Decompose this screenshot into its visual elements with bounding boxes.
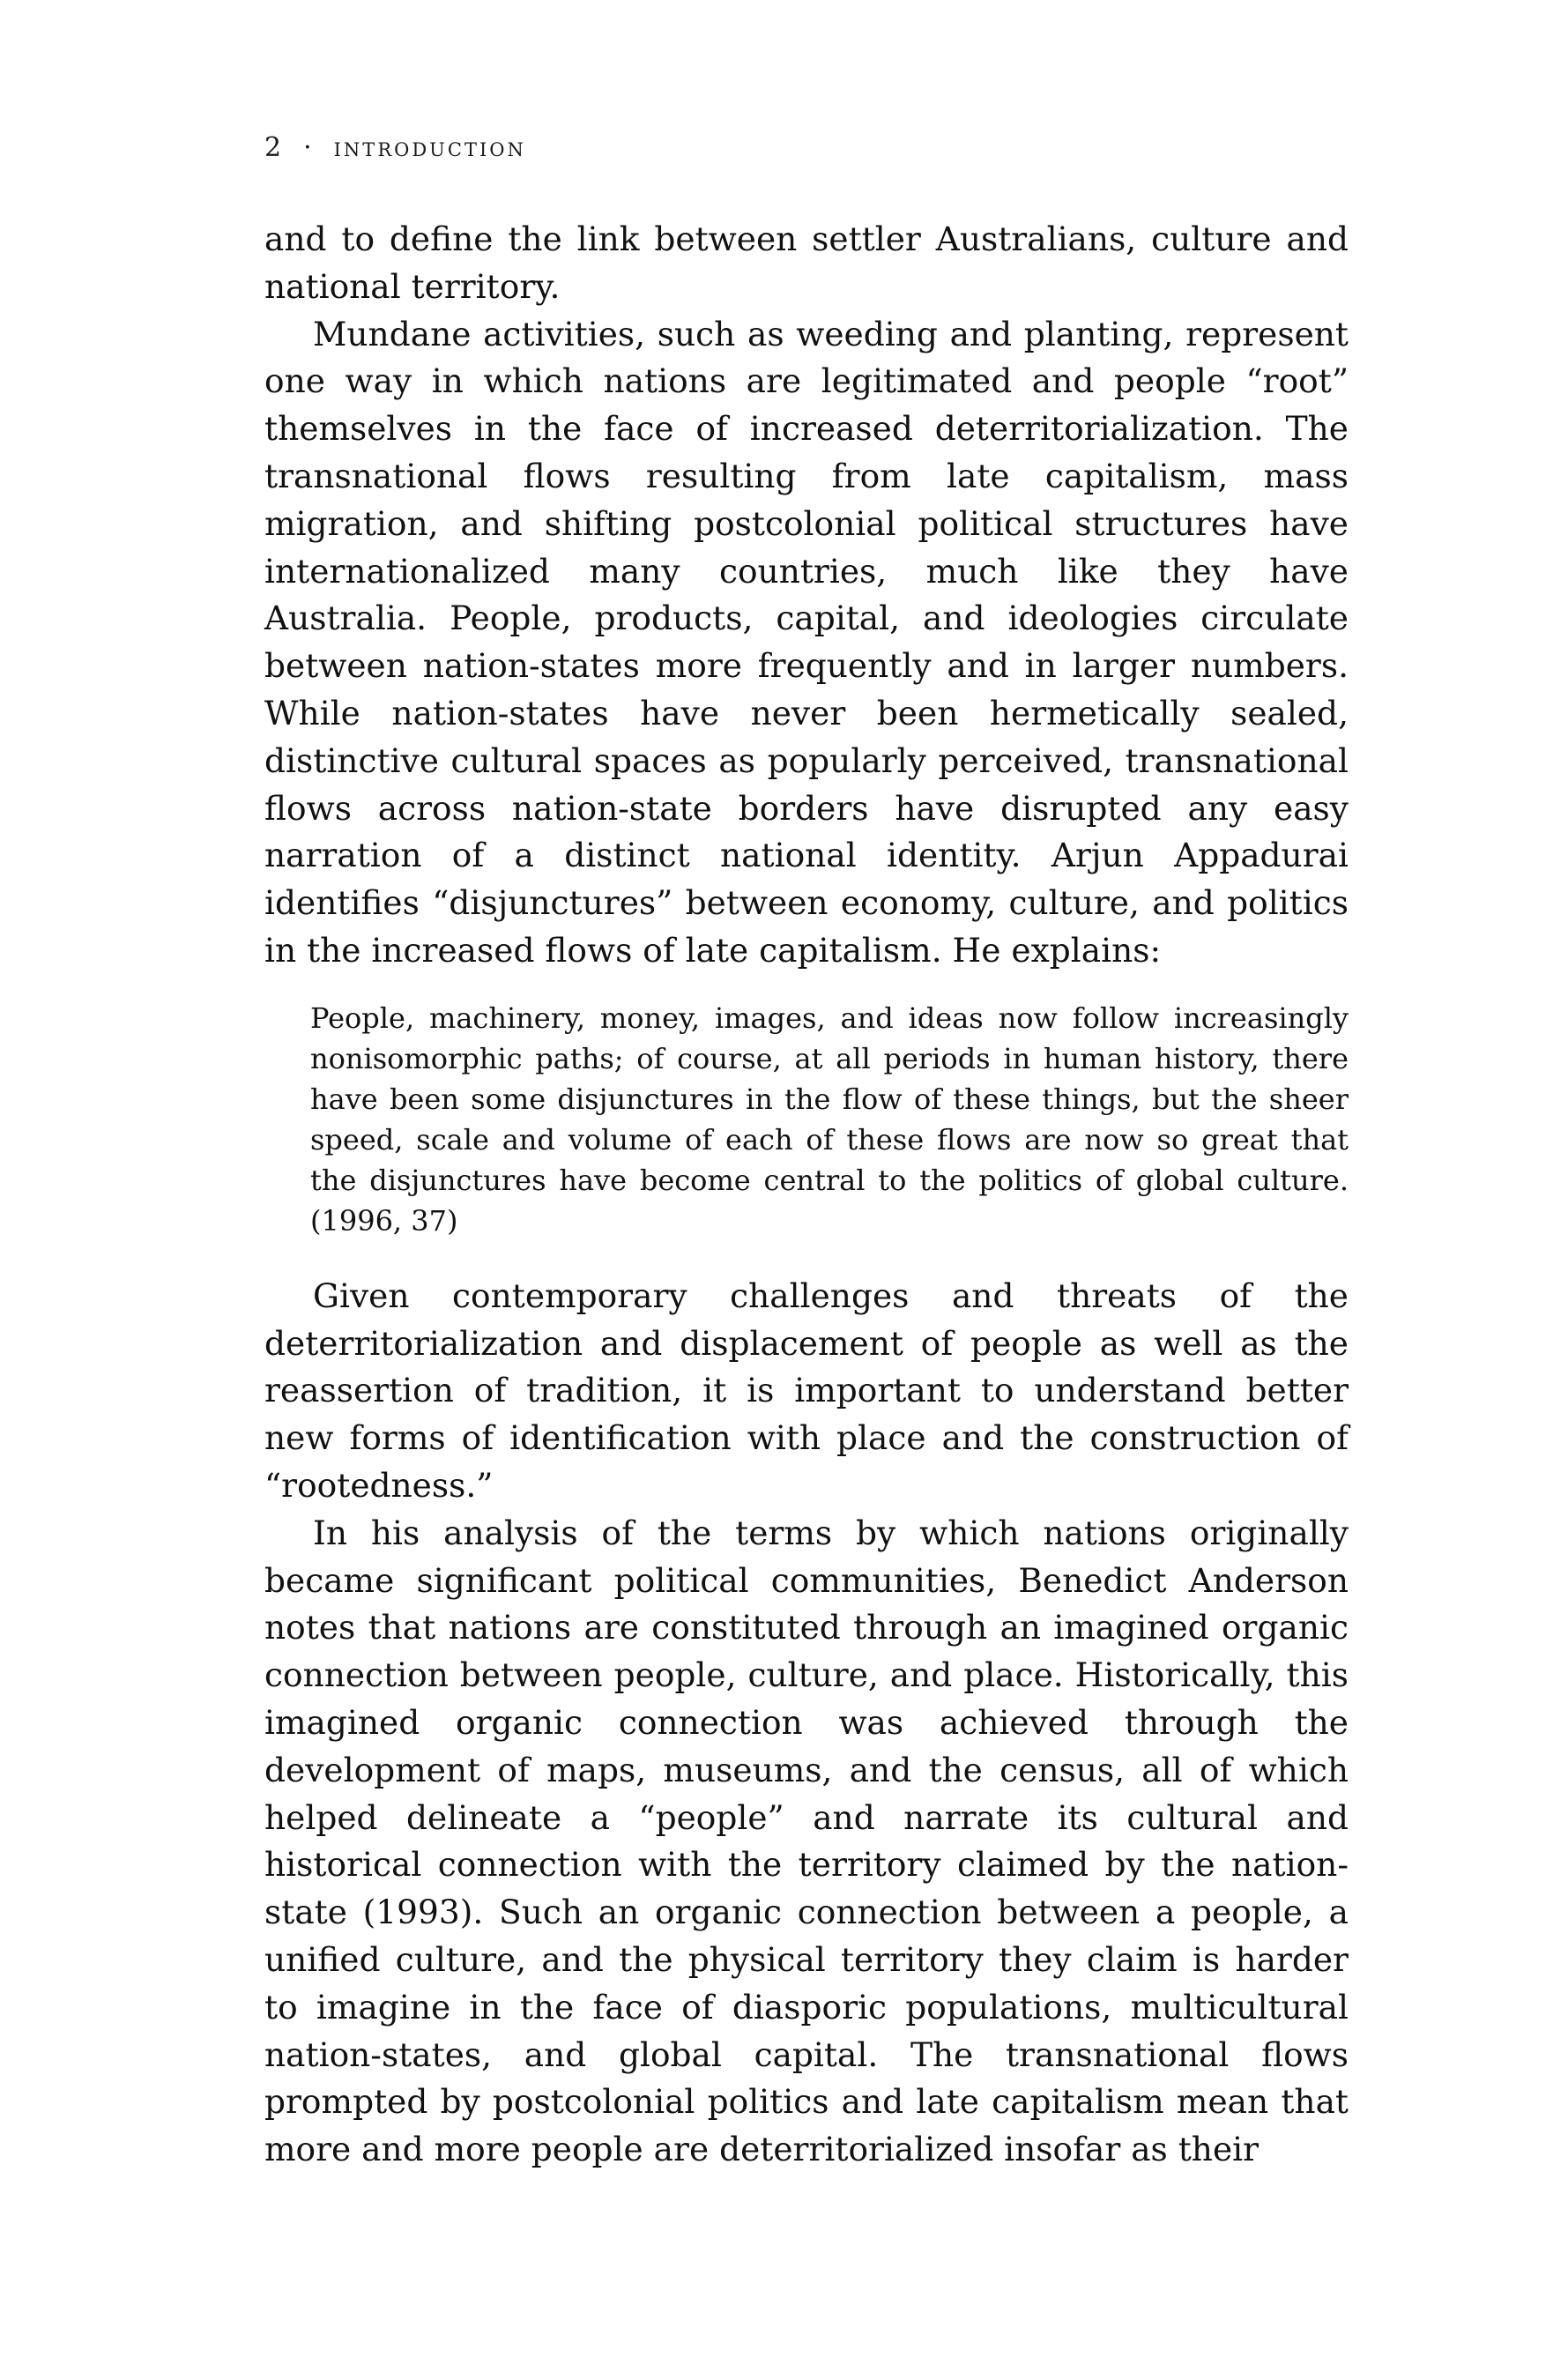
paragraph-contemporary-challenges: Given contemporary challenges and threats of the deterritorialization and displacement of people as well as the reassertion of tradition, it is important to understand better new forms of identification with place and the construction of “rootedness.” — [264, 1276, 1349, 1505]
paragraph-continued: and to define the link between settler Australians, culture and national territory. — [264, 219, 1349, 306]
paragraph-mundane-activities: Mundane activities, such as weeding and planting, represent one way in which nations are legitimated and people “root” themselves in the face of increased deterritorialization. The transnational flows resulting from late capitalism, mass migration, and shifting postcolonial political structures have internationalized many countries, much like they have Australia. People, products, capital, and ideologies circulate between nation-states more frequently and in larger numbers. While nation-states have never been hermetically sealed, distinctive cultural spaces as popularly perceived, transnational flows across nation-state borders have disrupted any easy narration of a distinct national identity. Arjun Appadurai identifies “disjunctures” between economy, culture, and politics in the increased flows of late capitalism. He explains: — [264, 314, 1349, 970]
body-text — [264, 216, 1349, 2174]
block-quote-appadurai: People, machinery, money, images, and ideas now follow increasingly nonisomorphic paths; of course, at all periods in human history, there have been some disjunctures in the flow of these things, but the sheer speed, scale and volume of each of these flows are now so great that the disjunctures have become central to the politics of global culture. (1996, 37) — [310, 1000, 1349, 1238]
running-head-separator: · — [303, 132, 315, 163]
running-head — [264, 130, 526, 166]
section-title: introduction — [333, 132, 526, 163]
paragraph-anderson-analysis: In his analysis of the terms by which nations originally became significant political communities, Benedict Anderson notes that nations are constituted through an imagined organic connection between people, culture, and place. Historically, this imagined organic connection was achieved through the development of maps, museums, and the census, all of which helped delineate a “people” and narrate its cultural and historical connection with the territory claimed by the nation-state (1993). Such an organic connection between a people, a unified culture, and the physical territory they claim is harder to imagine in the face of diasporic populations, multicultural nation-states, and global capital. The transnational flows prompted by postcolonial politics and late capitalism mean that more and more people are deterritorialized insofar as their — [264, 1513, 1349, 2169]
page-number: 2 — [264, 132, 285, 163]
